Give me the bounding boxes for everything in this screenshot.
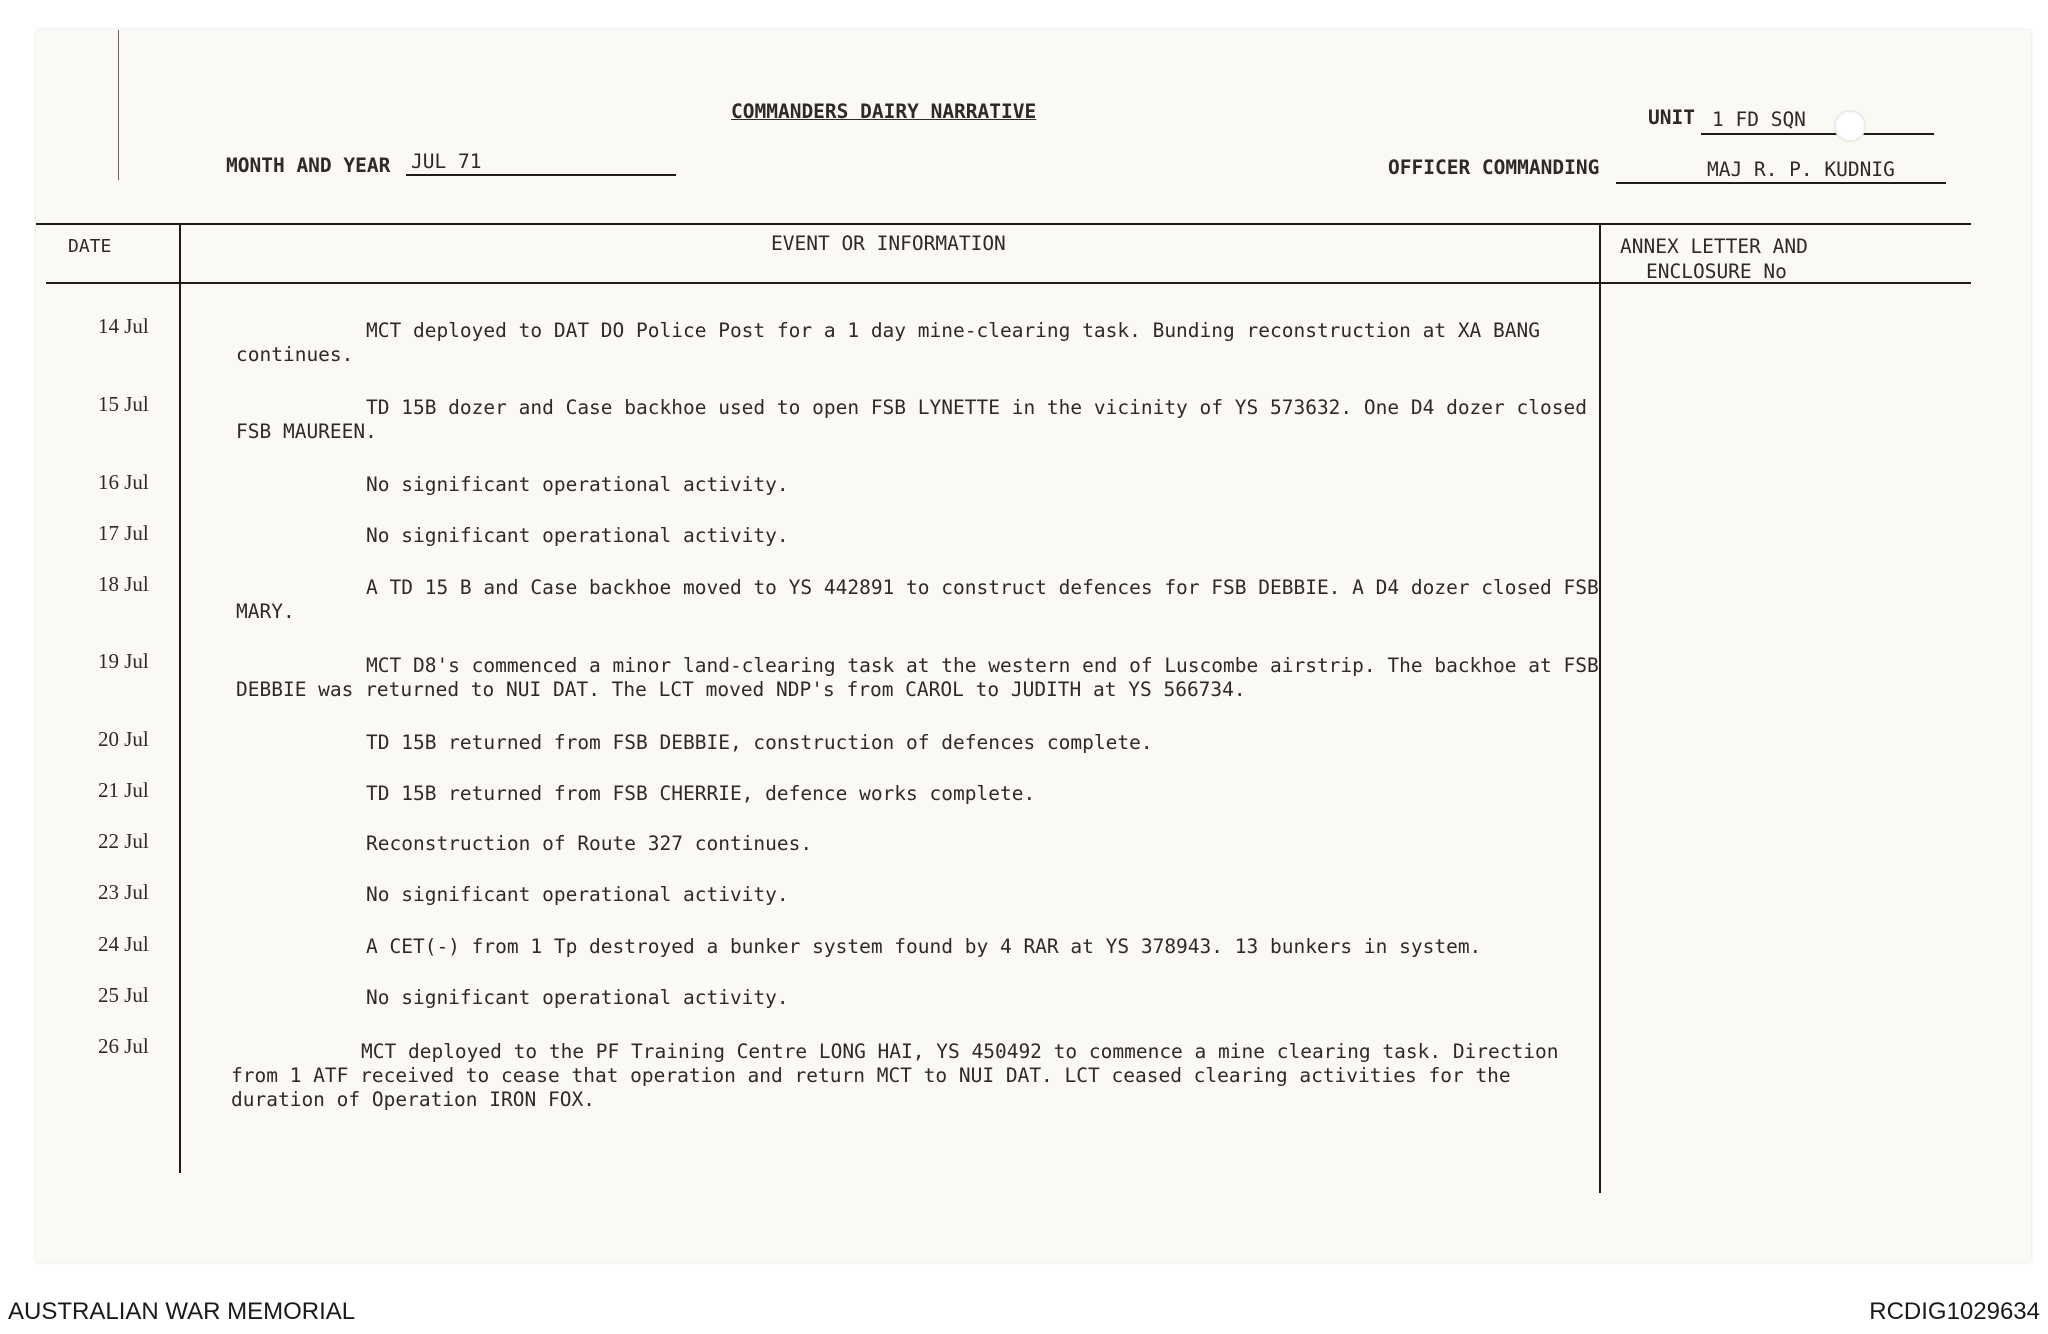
row-date: 19 Jul [98,649,149,673]
row-event-text: MCT deployed to DAT DO Police Post for a 1 day mine-clearing task. Bunding reconstruction at XA BANG continues. [236,319,1540,366]
unit-value: 1 FD SQN [1712,108,1806,131]
officer-value: MAJ R. P. KUDNIG [1707,158,1895,181]
row-event-text: TD 15B dozer and Case backhoe used to open FSB LYNETTE in the vicinity of YS 573632. One D4 dozer closed FSB MAUREEN. [236,396,1587,443]
date-column-divider [179,223,181,1173]
unit-label: UNIT [1648,106,1695,129]
row-date: 17 Jul [98,521,149,545]
table-top-rule [36,223,1971,225]
row-date: 14 Jul [98,314,149,338]
annex-column-header-line1: ANNEX LETTER AND [1620,235,1808,258]
row-event-text: No significant operational activity. [366,473,789,496]
row-date: 24 Jul [98,932,149,956]
punch-hole [1834,110,1866,142]
row-date: 21 Jul [98,778,149,802]
event-column-header: EVENT OR INFORMATION [771,232,1006,255]
annex-column-header-line2: ENCLOSURE No [1646,260,1787,283]
row-date: 22 Jul [98,829,149,853]
document-page [36,30,2031,1262]
officer-label: OFFICER COMMANDING [1388,156,1600,179]
row-event-text: No significant operational activity. [366,986,789,1009]
date-column-header: DATE [68,236,112,257]
row-date: 16 Jul [98,470,149,494]
month-year-underline [406,174,676,176]
unit-underline [1701,133,1934,135]
row-date: 26 Jul [98,1034,149,1058]
officer-underline [1616,182,1946,184]
row-event-text: A TD 15 B and Case backhoe moved to YS 442891 to construct defences for FSB DEBBIE. A D4 dozer closed FSB MARY. [236,576,1599,623]
row-event-text: TD 15B returned from FSB CHERRIE, defence works complete. [366,782,1036,805]
row-date: 25 Jul [98,983,149,1007]
row-event-text: TD 15B returned from FSB DEBBIE, construction of defences complete. [366,731,1153,754]
row-event-text: No significant operational activity. [366,524,789,547]
row-date: 15 Jul [98,392,149,416]
month-year-value: JUL 71 [411,150,482,173]
footer-record-id: RCDIG1029634 [1869,1298,2040,1325]
footer-source: AUSTRALIAN WAR MEMORIAL [8,1298,356,1325]
row-event-text: MCT D8's commenced a minor land-clearing task at the western end of Luscombe airstrip. The backhoe at FSB DEBBIE was returned to NUI DAT. The LCT moved NDP's from CAROL to JUDITH at YS 566734. [236,654,1599,701]
document-title: COMMANDERS DAIRY NARRATIVE [731,100,1037,123]
row-event-text: Reconstruction of Route 327 continues. [366,832,813,855]
month-year-label: MONTH AND YEAR [226,154,391,177]
row-event-text: No significant operational activity. [366,883,789,906]
row-date: 20 Jul [98,727,149,751]
row-event-text: A CET(-) from 1 Tp destroyed a bunker system found by 4 RAR at YS 378943. 13 bunkers in system. [366,935,1482,958]
row-event-text: MCT deployed to the PF Training Centre LONG HAI, YS 450492 to commence a mine clearing task. Direction from 1 ATF received to cease that operation and return MCT to NUI DAT. LCT ceased clearing activities for the duration of Operation IRON FOX. [231,1040,1559,1111]
row-date: 23 Jul [98,880,149,904]
row-date: 18 Jul [98,572,149,596]
left-margin-line [118,30,119,180]
